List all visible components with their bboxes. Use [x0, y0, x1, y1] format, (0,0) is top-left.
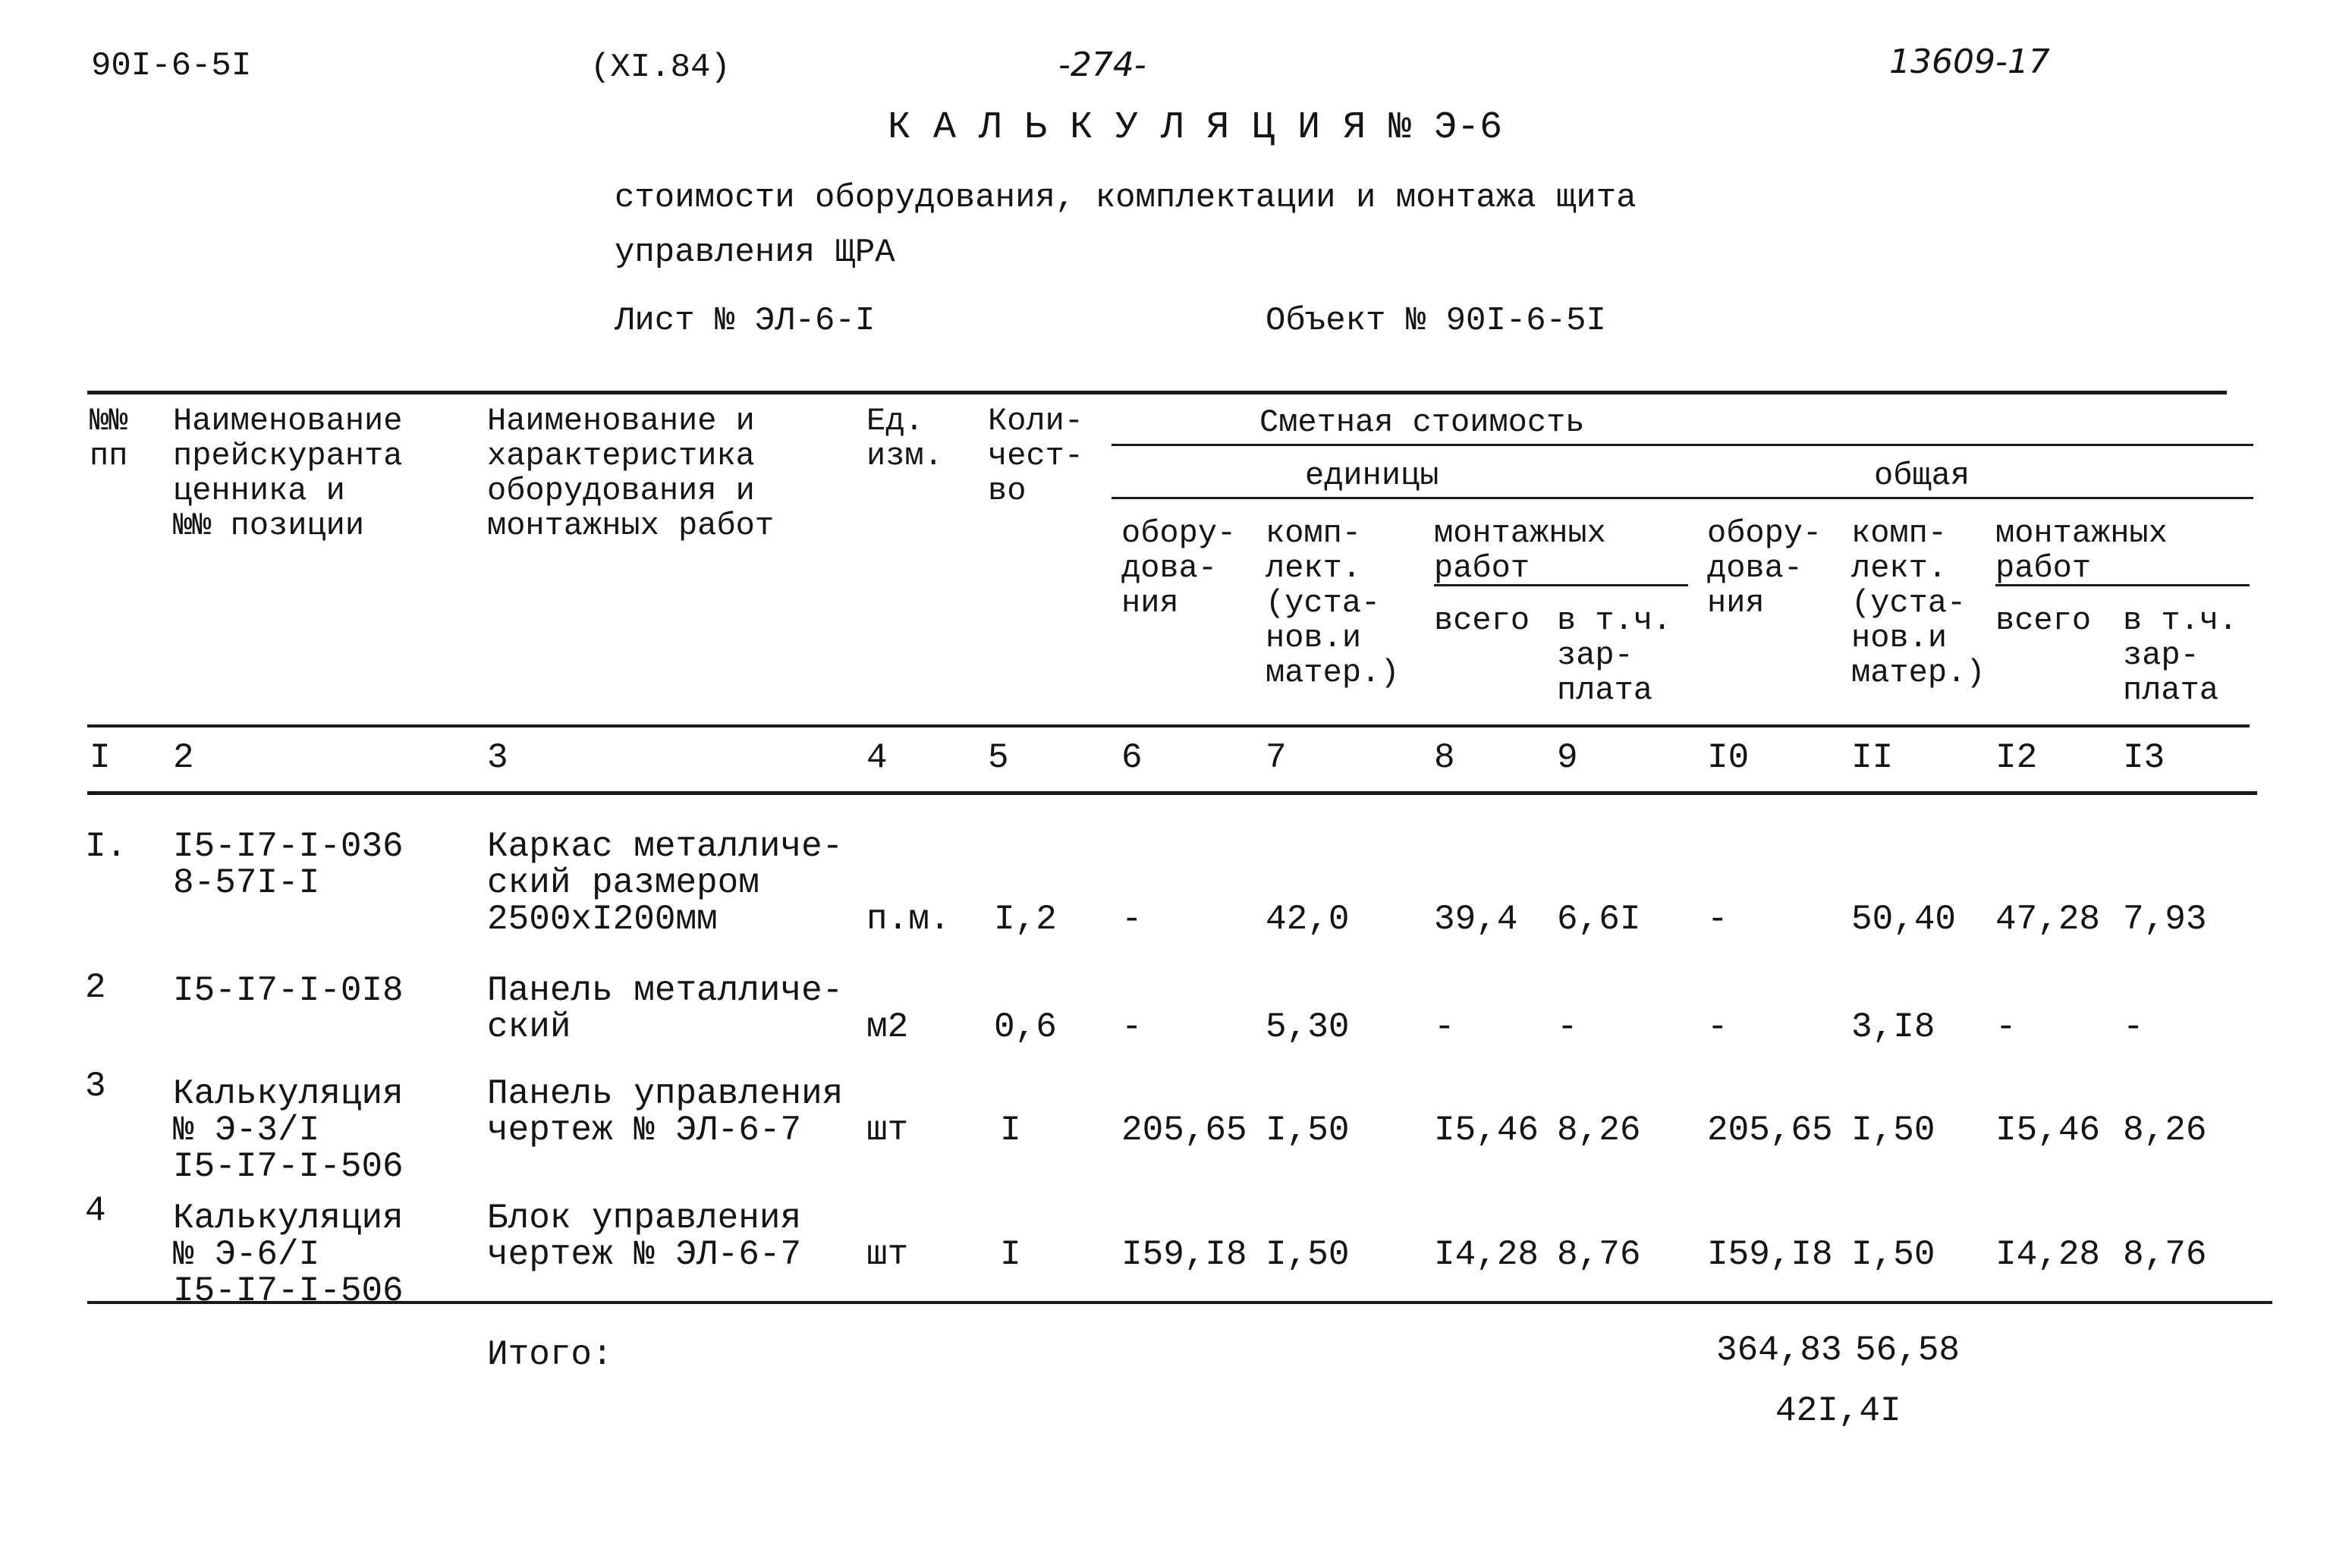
header-mont-wages: в т.ч. зар- плата [1557, 602, 1672, 709]
row-number: 3 [85, 1067, 106, 1106]
unit-equipment-cost: - [1121, 900, 1143, 939]
total-mont-wages: 8,26 [2123, 1111, 2207, 1150]
total-mont-cost: I5,46 [1995, 1111, 2101, 1150]
total-kompl-cost: I,50 [1851, 1235, 1935, 1274]
total-mont-cost: 47,28 [1995, 900, 2101, 939]
header-equipment-name: Наименование и характеристика оборудования и монтажных работ [487, 403, 775, 544]
page-number: -274- [1058, 46, 1146, 84]
total-mont-cost: I4,28 [1995, 1235, 2101, 1274]
header-estimated-cost: Сметная стоимость [1259, 404, 1585, 441]
total-mont-cost: - [1995, 1007, 2017, 1047]
unit-mont-cost: I4,28 [1434, 1235, 1539, 1274]
total-mont-wages: 8,76 [2123, 1235, 2207, 1274]
column-number: I [90, 738, 111, 778]
total-kompl-cost: I,50 [1851, 1111, 1935, 1150]
table-bottom-rule [87, 1301, 2272, 1304]
header-equipment-total: обору- дова- ния [1707, 515, 1822, 621]
item-quantity: I,2 [994, 900, 1057, 939]
unit-kompl-cost: I,50 [1266, 1235, 1350, 1274]
header-unit-cost: единицы [1305, 457, 1439, 494]
group-header-rule [1112, 444, 2253, 446]
column-number: 5 [988, 738, 1009, 778]
subtitle-line-2: управления ЩРА [615, 234, 895, 272]
item-unit: шт [866, 1235, 909, 1274]
column-number: 7 [1266, 738, 1287, 778]
table-top-rule [87, 391, 2227, 394]
totals-label: Итого: [487, 1335, 613, 1375]
column-numbers-rule [87, 791, 2257, 795]
column-number: I2 [1995, 738, 2038, 778]
header-bottom-rule [87, 724, 2250, 727]
total-equipment-cost: - [1707, 900, 1728, 939]
header-total-cost: общая [1874, 457, 1970, 494]
column-number: 8 [1434, 738, 1455, 778]
column-number: II [1851, 738, 1894, 778]
header-mont-wages-all: в т.ч. зар- плата [2123, 602, 2238, 709]
unit-mont-wages: - [1557, 1007, 1578, 1047]
header-price-list: Наименование прейскуранта ценника и №№ позиции [173, 403, 403, 544]
price-list-code: Калькуляция № Э-3/I I5-I7-I-506 [173, 1074, 404, 1186]
row-number: I. [85, 827, 127, 866]
row-number: 2 [85, 968, 106, 1007]
item-quantity: I [1000, 1111, 1021, 1150]
header-unit: Ед. изм. [866, 403, 943, 474]
total-mont-wages: 7,93 [2123, 900, 2207, 939]
unit-mont-wages: 8,26 [1557, 1111, 1641, 1150]
column-number: I3 [2123, 738, 2165, 778]
total-mont-wages: - [2123, 1007, 2144, 1047]
totals-grand: 42I,4I [1775, 1391, 1901, 1431]
unit-mont-wages: 8,76 [1557, 1235, 1641, 1274]
header-mont: монтажных работ [1434, 515, 1606, 586]
header-row-number: №№ пп [90, 403, 128, 474]
item-unit: п.м. [866, 900, 951, 939]
column-number: 3 [487, 738, 508, 778]
price-list-code: Калькуляция № Э-6/I I5-I7-I-506 [173, 1199, 404, 1311]
item-quantity: I [1000, 1235, 1021, 1274]
document-title: К А Л Ь К У Л Я Ц И Я № Э-6 [888, 106, 1503, 149]
sheet-number: Лист № ЭЛ-6-I [615, 302, 876, 340]
header-equipment: обору- дова- ния [1121, 515, 1237, 621]
item-quantity: 0,6 [994, 1007, 1057, 1047]
unit-kompl-cost: 5,30 [1266, 1007, 1350, 1047]
header-quantity: Коли- чест- во [988, 403, 1084, 509]
price-list-code: I5-I7-I-036 8-57I-I [173, 827, 404, 903]
item-name: Панель металличе- ский [487, 971, 844, 1047]
date-code: (XI.84) [590, 49, 731, 86]
total-equipment-cost: - [1707, 1007, 1728, 1047]
subtitle-line-1: стоимости оборудования, комплектации и монтажа щита [615, 179, 1637, 217]
column-number: 2 [173, 738, 194, 778]
unit-equipment-cost: - [1121, 1007, 1143, 1047]
object-number: Объект № 90I-6-5I [1266, 302, 1606, 340]
totals-kompl: 56,58 [1855, 1331, 1961, 1370]
total-equipment-cost: 205,65 [1707, 1111, 1833, 1150]
unit-equipment-cost: I59,I8 [1121, 1235, 1247, 1274]
column-number: 4 [866, 738, 888, 778]
total-equipment-cost: I59,I8 [1707, 1235, 1833, 1274]
item-unit: м2 [866, 1007, 909, 1047]
price-list-code: I5-I7-I-0I8 [173, 971, 404, 1010]
total-kompl-cost: 50,40 [1851, 900, 1957, 939]
header-kompl-total: комп- лект. (уста- нов.и матер.) [1851, 515, 1986, 691]
column-number: 6 [1121, 738, 1143, 778]
document-code: 90I-6-5I [91, 47, 252, 85]
header-kompl: комп- лект. (уста- нов.и матер.) [1266, 515, 1400, 691]
header-mont-total-all: всего [1995, 602, 2092, 639]
unit-kompl-cost: 42,0 [1266, 900, 1350, 939]
unit-mont-wages: 6,6I [1557, 900, 1641, 939]
header-mont-total-group: монтажных работ [1995, 515, 2168, 586]
item-name: Блок управления чертеж № ЭЛ-6-7 [487, 1199, 802, 1274]
unit-mont-cost: I5,46 [1434, 1111, 1539, 1150]
unit-mont-cost: 39,4 [1434, 900, 1518, 939]
item-unit: шт [866, 1111, 909, 1150]
header-mont-total: всего [1434, 602, 1530, 639]
unit-kompl-cost: I,50 [1266, 1111, 1350, 1150]
item-name: Панель управления чертеж № ЭЛ-6-7 [487, 1074, 844, 1150]
totals-equipment: 364,83 [1716, 1331, 1842, 1370]
column-number: 9 [1557, 738, 1578, 778]
unit-mont-cost: - [1434, 1007, 1455, 1047]
item-name: Каркас металличе- ский размером 2500хI200мм [487, 827, 844, 939]
unit-equipment-cost: 205,65 [1121, 1111, 1247, 1150]
column-number: I0 [1707, 738, 1750, 778]
total-kompl-cost: 3,I8 [1851, 1007, 1935, 1047]
subgroup-header-rule [1112, 497, 2253, 499]
archive-number: 13609-17 [1889, 42, 2050, 81]
row-number: 4 [85, 1191, 106, 1230]
